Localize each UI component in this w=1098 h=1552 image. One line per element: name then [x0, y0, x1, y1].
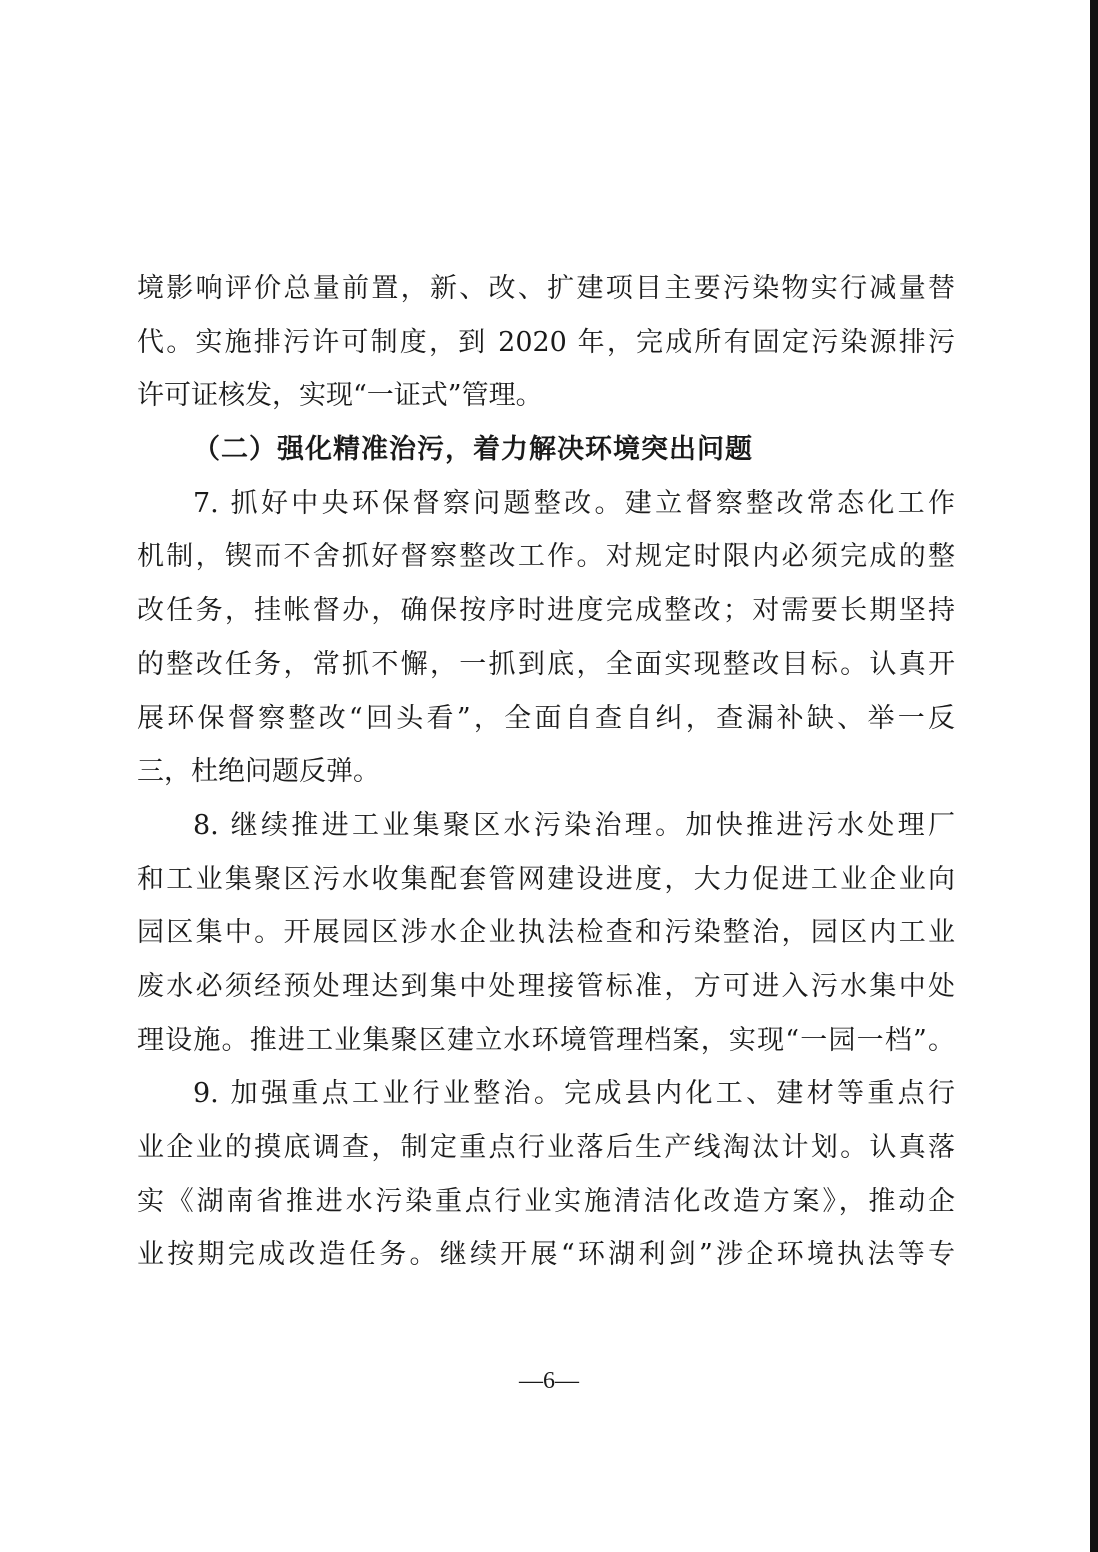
- text-line: 境影响评价总量前置，新、改、扩建项目主要污染物实行减量替: [137, 273, 955, 304]
- scan-edge: [1090, 0, 1098, 1552]
- text-line: 业企业的摸底调查，制定重点行业落后生产线淘汰计划。认真落: [137, 1132, 955, 1163]
- text-line: 实《湖南省推进水污染重点行业实施清洁化改造方案》，推动企: [137, 1185, 955, 1217]
- text-line: 代。实施排污许可制度，到 2020 年，完成所有固定污染源排污: [137, 326, 955, 358]
- text-line: 园区集中。开展园区涉水企业执法检查和污染整治，园区内工业: [137, 917, 955, 949]
- text-line: 改任务，挂帐督办，确保按序时进度完成整改；对需要长期坚持: [137, 595, 955, 627]
- page-number: —6—: [519, 1368, 579, 1394]
- text-line: 和工业集聚区污水收集配套管网建设进度，大力促进工业企业向: [137, 863, 955, 895]
- text-line: 机制，锲而不舍抓好督察整改工作。对规定时限内必须完成的整: [137, 541, 955, 573]
- text-line: 废水必须经预处理达到集中处理接管标准，方可进入污水集中处: [137, 970, 955, 1002]
- text-line: 的整改任务，常抓不懈，一抓到底，全面实现整改目标。认真开: [137, 648, 955, 680]
- text-line: 三，杜绝问题反弹。: [137, 756, 380, 788]
- section-heading: （二）强化精准治污，着力解决环境突出问题: [193, 434, 753, 466]
- text-line: 9. 加强重点工业行业整治。完成县内化工、建材等重点行: [193, 1078, 955, 1110]
- text-line: 展环保督察整改“回头看”，全面自查自纠，查漏补缺、举一反: [137, 702, 955, 734]
- text-line: 许可证核发，实现“一证式”管理。: [137, 380, 543, 412]
- text-line: 8. 继续推进工业集聚区水污染治理。加快推进污水处理厂: [193, 809, 955, 841]
- document-body: [137, 262, 955, 1282]
- text-line: 业按期完成改造任务。继续开展“环湖利剑”涉企环境执法等专: [137, 1239, 955, 1271]
- text-line: 7. 抓好中央环保督察问题整改。建立督察整改常态化工作: [193, 487, 955, 519]
- text-line: 理设施。推进工业集聚区建立水环境管理档案，实现“一园一档”。: [137, 1024, 955, 1056]
